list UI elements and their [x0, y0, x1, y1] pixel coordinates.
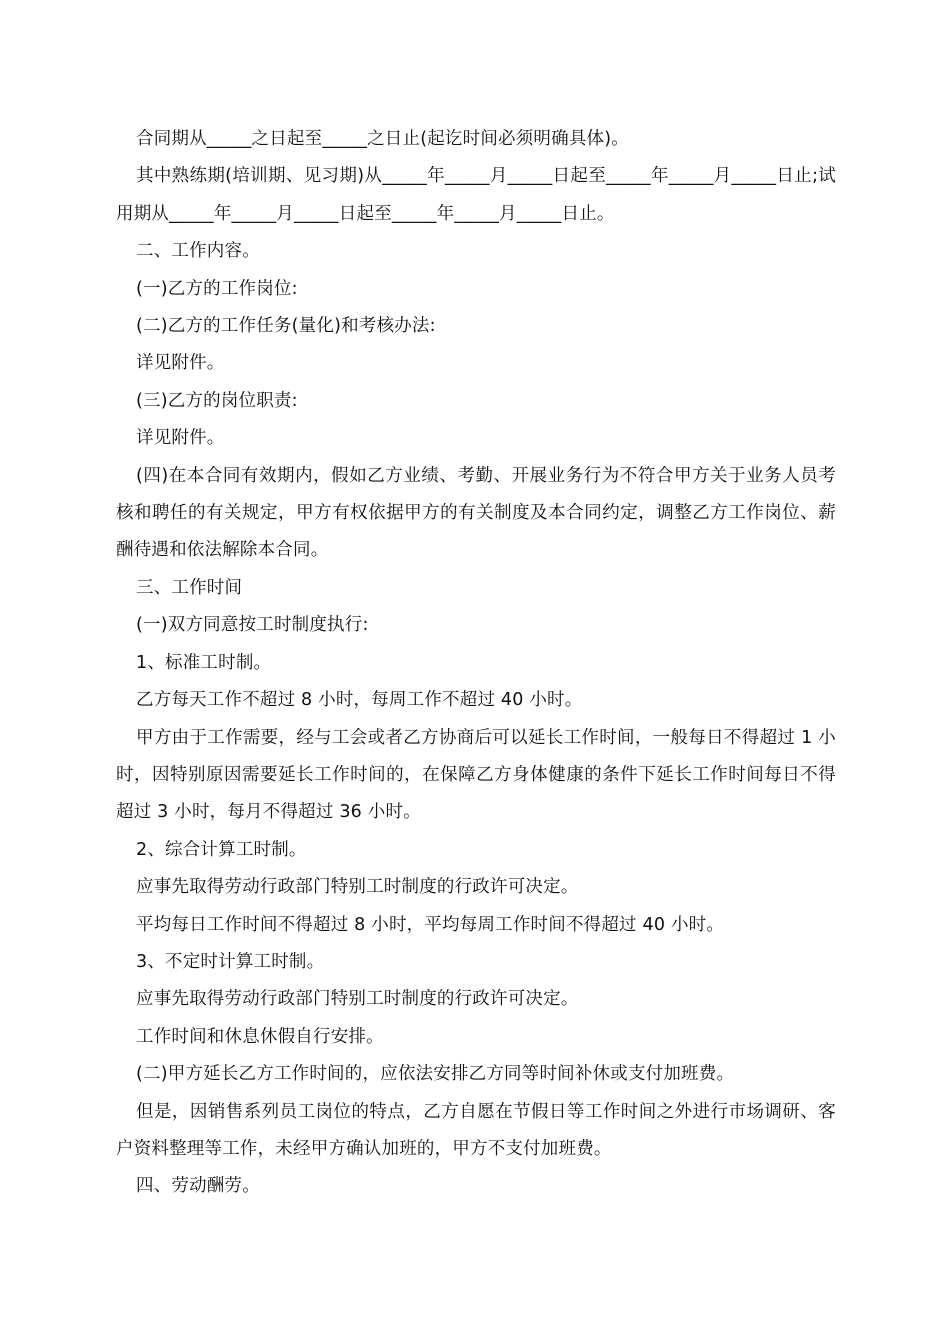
paragraph-flexible-hours: 3、不定时计算工时制。	[136, 951, 325, 972]
document-body	[116, 121, 836, 1206]
paragraph-see-attachment: 详见附件。	[136, 428, 225, 449]
paragraph-work-time-system: (一)双方同意按工时制度执行:	[136, 615, 369, 636]
paragraph-self-arranged-rest: 工作时间和休息休假自行安排。	[136, 1026, 384, 1047]
paragraph-overtime-extension: 甲方由于工作需要，经与工会或者乙方协商后可以延长工作时间，一般每日不得超过 1 小时，因特别原因需要延长工作时间的，在保障乙方身体健康的条件下延长工作时间每日不得超过 3 小时，每月不得超过 36 小时。	[116, 727, 836, 823]
paragraph-sales-staff-exception: 但是，因销售系列员工岗位的特点，乙方自愿在节假日等工作时间之外进行市场调研、客户资料整理等工作，未经甲方确认加班的，甲方不支付加班费。	[116, 1101, 836, 1159]
section-heading-work-time: 三、工作时间	[136, 577, 243, 598]
paragraph-average-hours: 平均每日工作时间不得超过 8 小时，平均每周工作时间不得超过 40 小时。	[136, 914, 725, 935]
paragraph-administrative-permit: 应事先取得劳动行政部门特别工时制度的行政许可决定。	[136, 877, 579, 898]
paragraph-contract-term: 合同期从_____之日起至_____之日止(起讫时间必须明确具体)。	[136, 129, 629, 149]
paragraph-adjustment-clause: (四)在本合同有效期内，假如乙方业绩、考勤、开展业务行为不符合甲方关于业务人员考核和聘任的有关规定，甲方有权依据甲方的有关制度及本合同约定，调整乙方工作岗位、薪酬待遇和依法解除本合同。	[116, 465, 836, 561]
paragraph-job-tasks: (二)乙方的工作任务(量化)和考核办法:	[136, 316, 436, 337]
paragraph-job-position: (一)乙方的工作岗位:	[136, 278, 298, 299]
paragraph-probation-period: 其中熟练期(培训期、见习期)从_____年_____月_____日起至_____年_____月_____日止;试用期从_____年_____月_____日起至_____年_____月_____日止。	[116, 166, 836, 224]
paragraph-daily-weekly-limit: 乙方每天工作不超过 8 小时，每周工作不超过 40 小时。	[136, 690, 583, 711]
paragraph-job-duties: (三)乙方的岗位职责:	[136, 390, 298, 411]
paragraph-comprehensive-hours: 2、综合计算工时制。	[136, 839, 307, 860]
paragraph-see-attachment: 详见附件。	[136, 353, 225, 374]
paragraph-standard-hours: 1、标准工时制。	[136, 652, 272, 673]
paragraph-overtime-compensation: (二)甲方延长乙方工作时间的，应依法安排乙方同等时间补休或支付加班费。	[136, 1064, 735, 1085]
section-heading-remuneration: 四、劳动酬劳。	[136, 1176, 260, 1197]
section-heading-work-content: 二、工作内容。	[136, 241, 260, 262]
paragraph-administrative-permit: 应事先取得劳动行政部门特别工时制度的行政许可决定。	[136, 989, 579, 1010]
